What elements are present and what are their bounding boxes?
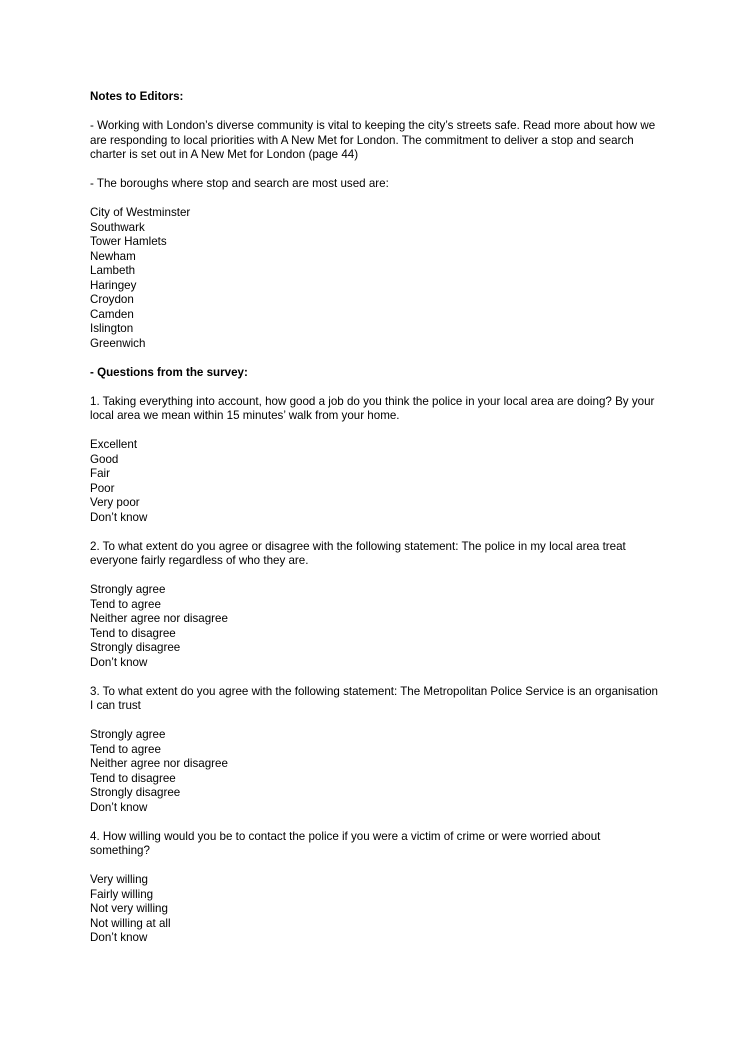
list-item: Tend to agree (90, 597, 161, 611)
boroughs-list (90, 206, 660, 351)
list-item: Don’t know (90, 655, 148, 669)
question-3: 3. To what extent do you agree with the following statement: The Metropolitan Police Service is an organisation I can trust (90, 684, 658, 712)
question-2: 2. To what extent do you agree or disagree with the following statement: The police in my local area treat everyone fairly regardless of who they are. (90, 539, 626, 567)
list-item: Not willing at all (90, 916, 171, 930)
document-page (90, 90, 660, 960)
list-item: Tend to agree (90, 742, 161, 756)
list-item: Strongly agree (90, 583, 166, 596)
list-item: Strongly agree (90, 728, 166, 741)
notes-title: Notes to Editors: (90, 90, 184, 103)
list-item: Neither agree nor disagree (90, 612, 228, 625)
list-item: Very willing (90, 873, 148, 886)
list-item: Don’t know (90, 931, 148, 944)
list-item: Haringey (90, 278, 137, 292)
question-3-answers (90, 728, 660, 815)
list-item: Fairly willing (90, 887, 154, 901)
question-1: 1. Taking everything into account, how good a job do you think the police in your local area are doing? By your local area we mean within 15 minutes’ walk from your home. (90, 394, 655, 422)
list-item: Tend to disagree (90, 626, 176, 640)
list-item: Strongly disagree (90, 641, 181, 654)
list-item: Excellent (90, 438, 138, 451)
list-item: Camden (90, 307, 134, 321)
list-item: Tower Hamlets (90, 235, 167, 248)
list-item: Tend to disagree (90, 771, 176, 785)
list-item: Fair (90, 467, 110, 480)
list-item: Poor (90, 481, 115, 495)
list-item: Islington (90, 322, 134, 335)
question-4: 4. How willing would you be to contact the police if you were a victim of crime or were worried about something? (90, 829, 601, 857)
list-item: Neither agree nor disagree (90, 757, 228, 770)
boroughs-intro: - The boroughs where stop and search are most used are: (90, 177, 389, 190)
list-item: Lambeth (90, 264, 136, 277)
question-4-answers (90, 873, 660, 946)
list-item: Croydon (90, 293, 134, 306)
list-item: Greenwich (90, 336, 146, 350)
list-item: Newham (90, 249, 136, 263)
list-item: City of Westminster (90, 206, 191, 219)
question-1-answers (90, 438, 660, 525)
list-item: Don’t know (90, 510, 148, 524)
list-item: Good (90, 452, 119, 466)
intro-paragraph: - Working with London’s diverse community is vital to keeping the city’s streets safe. Read more about how we are responding to local priorities with A New Met for London. The commitment to deliver a stop and search charter is set out in A New Met for London (page 44) (90, 119, 656, 161)
list-item: Not very willing (90, 902, 168, 915)
list-item: Strongly disagree (90, 786, 181, 799)
list-item: Very poor (90, 496, 140, 509)
survey-heading: - Questions from the survey: (90, 365, 248, 379)
list-item: Don’t know (90, 800, 148, 814)
list-item: Southwark (90, 220, 145, 234)
question-2-answers (90, 583, 660, 670)
